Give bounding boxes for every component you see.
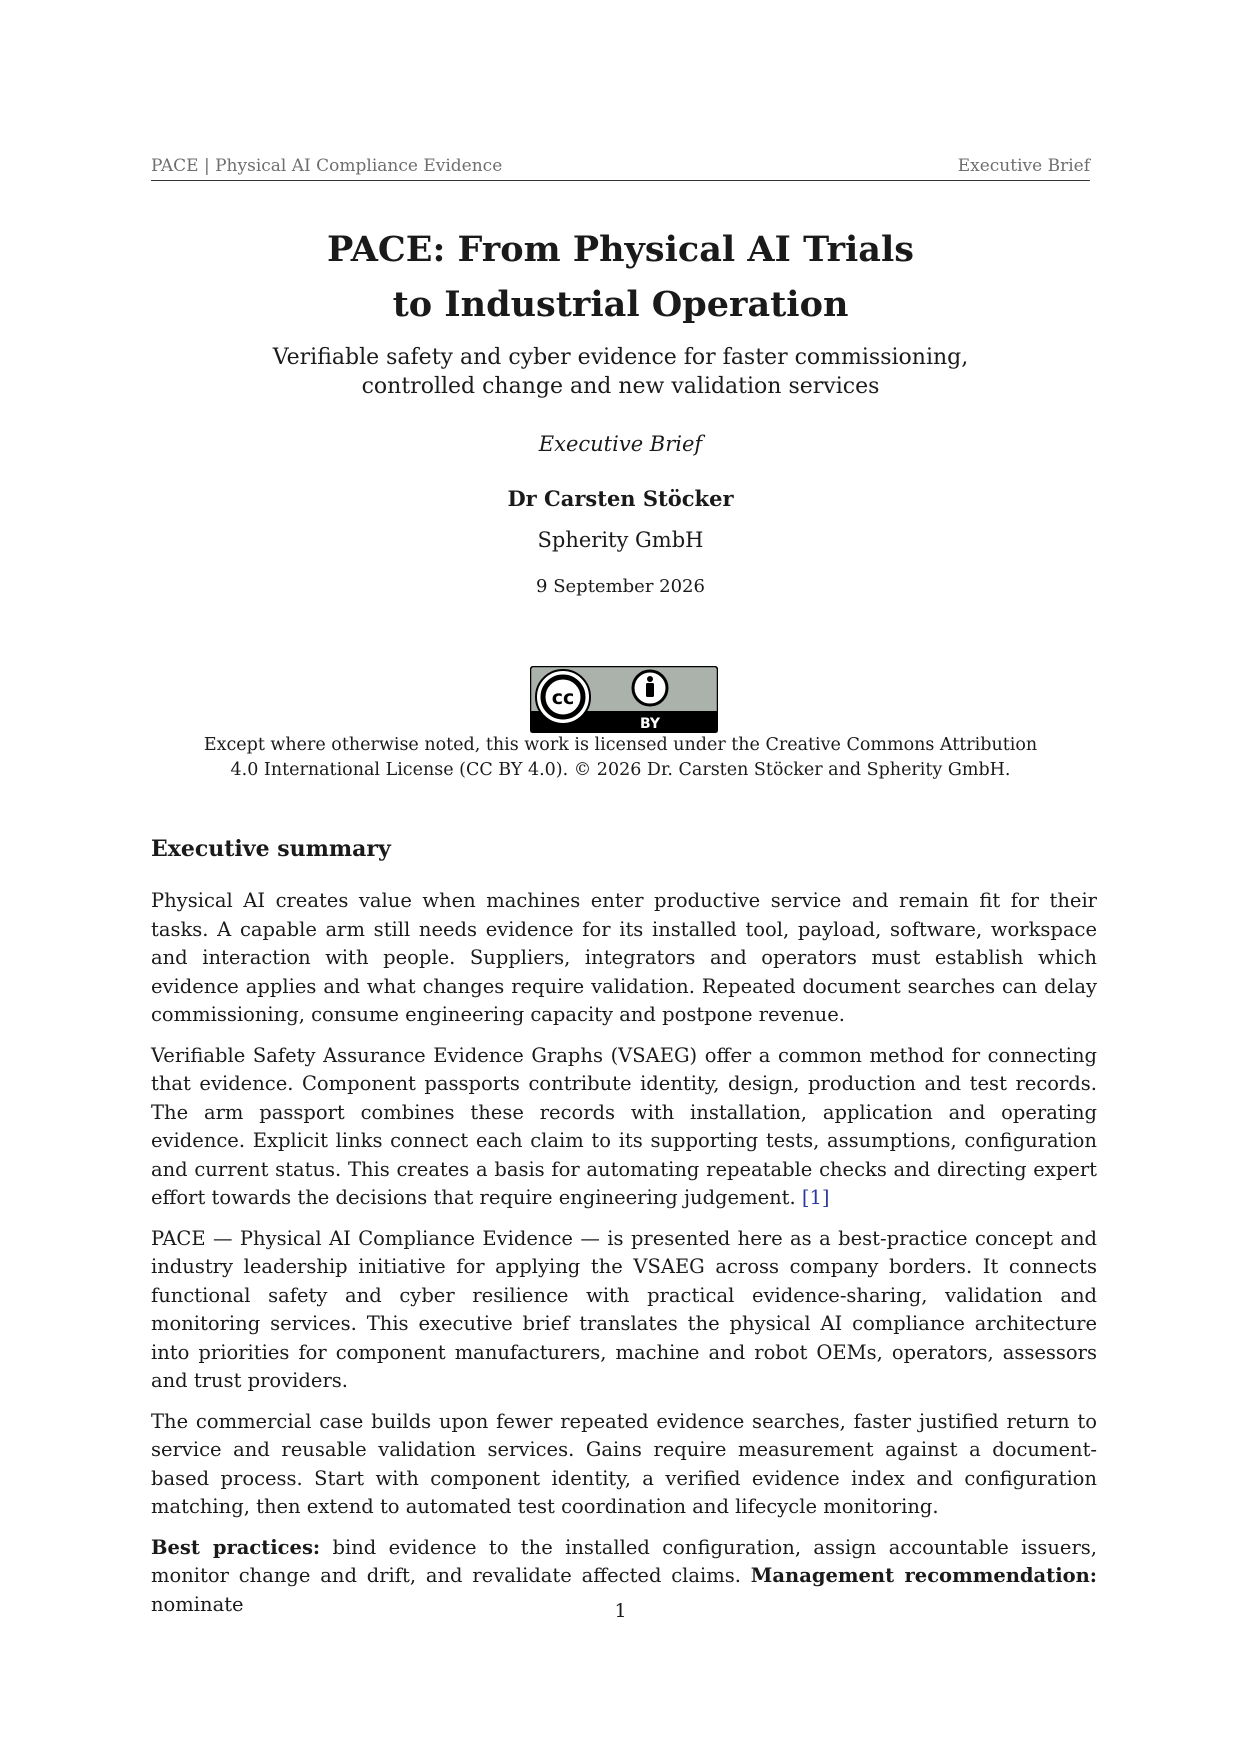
header-right-text: Executive Brief <box>957 156 1090 176</box>
paragraph-2 <box>151 1042 1097 1213</box>
best-practices-label: Best practices: <box>151 1535 321 1559</box>
subtitle-line-2: controlled change and new validation services <box>361 374 880 399</box>
author-name: Dr Carsten Stöcker <box>507 486 734 511</box>
document-title <box>0 222 1241 332</box>
paragraph-4: The commercial case builds upon fewer repeated evidence searches, faster justified return to service and reusable validation services. Gains require measurement against a document-based process. Start with component identity, a verified evidence index and configuration matching, then extend to automated test coordination and lifecycle monitoring. <box>151 1409 1097 1518</box>
header-left-text: PACE | Physical AI Compliance Evidence <box>151 156 503 176</box>
document-subtitle <box>0 343 1241 401</box>
paragraph-2-text: Verifiable Safety Assurance Evidence Graphs (VSAEG) offer a common method for connecting that evidence. Component passports contribute identity, design, production and test records. The arm passport combines these records with installation, application and operating evidence. Explicit links connect each claim to its supporting tests, assumptions, configuration and current status. This creates a basis for automating repeatable checks and directing expert effort towards the decisions that require engineering judgement. <box>151 1043 1097 1209</box>
document-type: Executive Brief <box>538 432 703 456</box>
title-line-2: to Industrial Operation <box>392 284 849 325</box>
subtitle-line-1: Verifiable safety and cyber evidence for faster commissioning, <box>272 345 969 370</box>
paragraph-1: Physical AI creates value when machines enter productive service and remain fit for their tasks. A capable arm still needs evidence for its installed tool, payload, software, workspace and interaction with people. Suppliers, integrators and operators must establish which evidence applies and what changes require validation. Repeated document searches can delay commissioning, consume engineering capacity and postpone revenue. <box>151 889 1097 1026</box>
cc-by-license-icon <box>530 666 718 733</box>
document-date: 9 September 2026 <box>536 576 705 597</box>
citation-link[interactable]: [1] <box>801 1186 830 1209</box>
author-organization: Spherity GmbH <box>537 528 704 552</box>
executive-summary-body <box>151 887 1097 1631</box>
title-line-1: PACE: From Physical AI Trials <box>326 229 914 270</box>
svg-text:cc: cc <box>551 687 575 709</box>
paragraph-3: PACE — Physical AI Compliance Evidence — is presented here as a best-practice concept and industry leadership initiative for applying the VSAEG across company borders. It connects functional safety and cyber resilience with practical evidence-sharing, validation and monitoring services. This executive brief translates the physical AI compliance architecture into priorities for component manufacturers, machine and robot OEMs, operators, assessors and trust providers. <box>151 1226 1097 1392</box>
management-recommendation-label: Management recommendation: <box>750 1564 1097 1587</box>
management-recommendation-text: nominate <box>151 1592 244 1616</box>
section-heading: Executive summary <box>151 836 391 862</box>
license-notice: Except where otherwise noted, this work is licensed under the Creative Commons Attribution 4.0 International License (CC BY 4.0). © 2026 Dr. Carsten Stöcker and Spherity GmbH. <box>203 735 1038 780</box>
page-number: 1 <box>614 1600 627 1622</box>
cc-badge-by-text: BY <box>639 716 661 732</box>
running-header <box>151 154 1090 181</box>
best-practices-text: bind evidence to the installed configuration, assign accountable issuers, monitor change and drift, and revalidate affected claims. <box>151 1535 1097 1587</box>
